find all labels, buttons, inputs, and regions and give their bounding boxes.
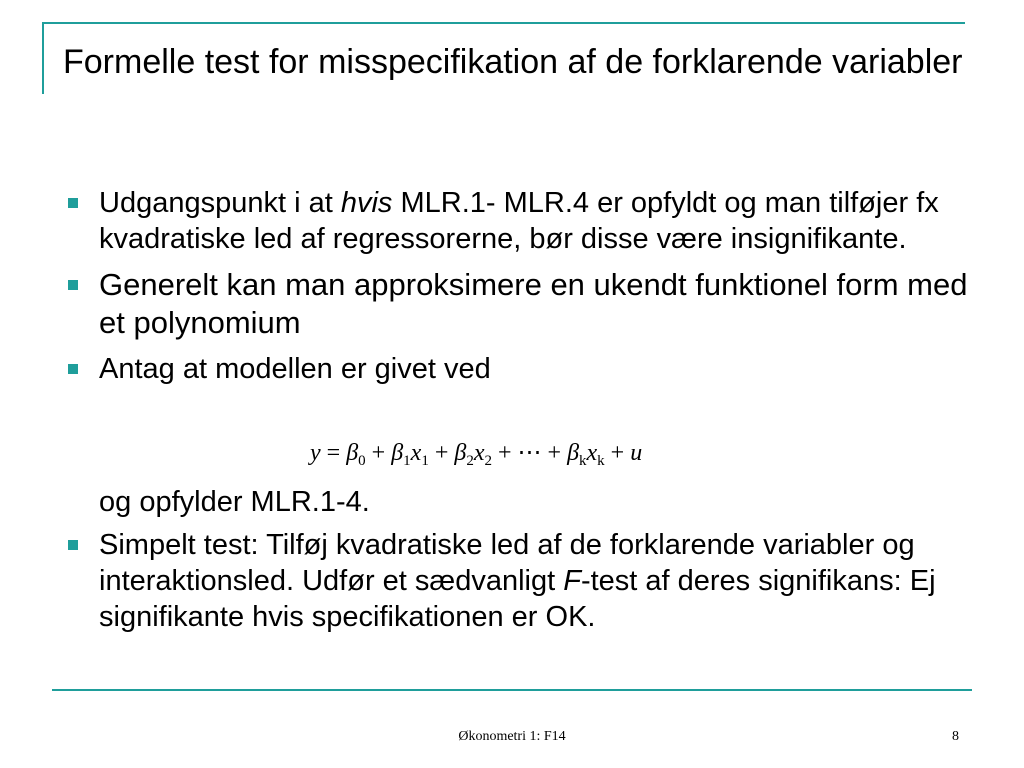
formula-sub-k: k bbox=[597, 453, 605, 469]
formula-sub-2: 2 bbox=[484, 453, 492, 469]
formula-y: y bbox=[310, 440, 321, 466]
formula-beta-1: β bbox=[391, 440, 404, 466]
bullet-text: Generelt kan man approksimere en ukendt funktionel form med et polynomium bbox=[99, 267, 968, 340]
formula-dots: ⋯ bbox=[517, 440, 542, 466]
bullet-list-lower bbox=[68, 527, 968, 644]
bullet-list bbox=[68, 185, 968, 396]
bullet-text-before: Udgangspunkt i at bbox=[99, 187, 341, 219]
bullet-item-simple-test bbox=[68, 527, 968, 635]
formula-equals: = bbox=[320, 440, 347, 466]
title-frame-top-rule bbox=[42, 22, 965, 24]
formula-sub-0: 0 bbox=[358, 453, 366, 469]
formula-u: u bbox=[630, 440, 643, 466]
bullet-text-after: MLR.1- MLR.4 er opfyldt og man tilføjer fx kvadratiske led af regressorerne, bør disse være insignifikante. bbox=[99, 187, 939, 255]
formula-plus: + bbox=[541, 440, 568, 466]
bullet-text-emphasis: F bbox=[563, 565, 581, 597]
slide-title: Formelle test for misspecifikation af de forklarende variabler bbox=[63, 43, 963, 81]
formula-beta-0: β bbox=[346, 440, 359, 466]
square-bullet-icon bbox=[68, 280, 78, 290]
bullet-text-emphasis: hvis bbox=[340, 187, 393, 219]
formula-plus: + bbox=[428, 440, 455, 466]
bullet-item-starting-point bbox=[68, 185, 968, 257]
bullet-text: Antag at modellen er givet ved bbox=[99, 353, 491, 385]
square-bullet-icon bbox=[68, 364, 78, 374]
bullet-item-assume-model bbox=[68, 351, 968, 387]
formula-x-k: x bbox=[586, 440, 598, 466]
bullet-text-after: -test af deres signifikans: Ej signifikante hvis specifikationen er OK. bbox=[99, 565, 936, 633]
footer-divider bbox=[52, 689, 972, 691]
formula-beta-k: β bbox=[567, 440, 580, 466]
title-frame-left-rule bbox=[42, 22, 44, 94]
formula-plus: + bbox=[491, 440, 518, 466]
formula-x-2: x bbox=[473, 440, 485, 466]
square-bullet-icon bbox=[68, 540, 78, 550]
page-number: 8 bbox=[952, 729, 959, 744]
formula-sub-1: 1 bbox=[421, 453, 429, 469]
bullet-text-before: Simpelt test: Tilføj kvadratiske led af de forklarende variabler og interaktionsled. Udfør et sædvanligt bbox=[99, 529, 915, 597]
formula-x-1: x bbox=[410, 440, 422, 466]
footer-course-label: Økonometri 1: F14 bbox=[458, 729, 566, 744]
formula-sub-2: 2 bbox=[466, 453, 474, 469]
square-bullet-icon bbox=[68, 198, 78, 208]
formula-beta-2: β bbox=[454, 440, 467, 466]
model-continuation-text: og opfylder MLR.1-4. bbox=[99, 486, 370, 518]
formula-sub-k: k bbox=[579, 453, 587, 469]
regression-formula bbox=[310, 435, 642, 471]
formula-plus: + bbox=[604, 440, 631, 466]
bullet-item-polynomial bbox=[68, 266, 968, 342]
formula-plus: + bbox=[365, 440, 392, 466]
formula-sub-1: 1 bbox=[403, 453, 411, 469]
